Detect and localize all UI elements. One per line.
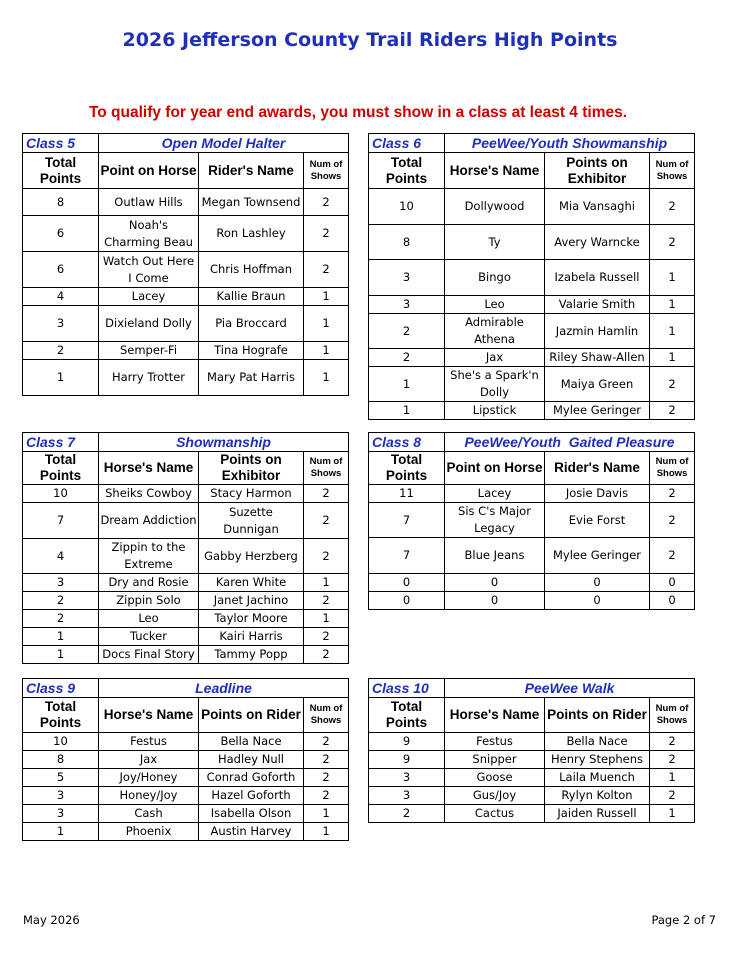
table-row xyxy=(23,805,349,823)
footer-page-number: Page 2 of 7 xyxy=(651,913,716,927)
num-shows-cell: 2 xyxy=(304,646,349,664)
total-points-cell: 3 xyxy=(369,769,445,787)
table-row xyxy=(369,787,695,805)
column-header: Num of Shows xyxy=(304,698,349,733)
total-points-cell: 1 xyxy=(23,628,99,646)
num-shows-cell: 1 xyxy=(304,360,349,396)
table-row xyxy=(369,733,695,751)
num-shows-cell: 0 xyxy=(650,592,695,610)
horse-name-cell: Festus xyxy=(99,733,199,751)
table-row xyxy=(23,574,349,592)
total-points-cell: 1 xyxy=(23,360,99,396)
num-shows-cell: 2 xyxy=(650,225,695,260)
rider-name-cell: Mary Pat Harris xyxy=(199,360,304,396)
class-name: Leadline xyxy=(99,679,349,698)
rider-name-cell: Mylee Geringer xyxy=(545,538,650,574)
num-shows-cell: 1 xyxy=(650,296,695,314)
horse-name-cell: Noah's Charming Beau xyxy=(99,216,199,252)
table-row xyxy=(23,769,349,787)
class-name: PeeWee/Youth Showmanship xyxy=(445,134,695,153)
table-row xyxy=(369,314,695,349)
class-header-row xyxy=(369,433,695,452)
table-row xyxy=(23,503,349,539)
table-row xyxy=(369,805,695,823)
column-header: Total Points xyxy=(23,698,99,733)
horse-name-cell: Joy/Honey xyxy=(99,769,199,787)
table-row xyxy=(369,296,695,314)
table-row xyxy=(23,189,349,216)
num-shows-cell: 2 xyxy=(650,787,695,805)
total-points-cell: 4 xyxy=(23,539,99,574)
horse-name-cell: Dream Addiction xyxy=(99,503,199,539)
horse-name-cell: Festus xyxy=(445,733,545,751)
rider-name-cell: Jaiden Russell xyxy=(545,805,650,823)
rider-name-cell: Stacy Harmon xyxy=(199,485,304,503)
rider-name-cell: Taylor Moore xyxy=(199,610,304,628)
column-header: Num of Shows xyxy=(650,452,695,485)
column-header: Rider's Name xyxy=(199,153,304,189)
column-header: Points on Exhibitor xyxy=(199,452,304,485)
column-header: Point on Horse xyxy=(99,153,199,189)
total-points-cell: 3 xyxy=(23,787,99,805)
class-name: Showmanship xyxy=(99,433,349,452)
table-row xyxy=(23,787,349,805)
total-points-cell: 1 xyxy=(23,646,99,664)
num-shows-cell: 2 xyxy=(304,751,349,769)
class-header-row xyxy=(23,433,349,452)
column-header: Num of Shows xyxy=(650,698,695,733)
rider-name-cell: Maiya Green xyxy=(545,367,650,402)
num-shows-cell: 1 xyxy=(650,349,695,367)
table-row xyxy=(369,485,695,503)
total-points-cell: 2 xyxy=(23,610,99,628)
total-points-cell: 3 xyxy=(23,574,99,592)
rider-name-cell: Izabela Russell xyxy=(545,260,650,296)
rider-name-cell: 0 xyxy=(545,592,650,610)
column-header: Points on Rider xyxy=(545,698,650,733)
horse-name-cell: Bingo xyxy=(445,260,545,296)
rider-name-cell: Mylee Geringer xyxy=(545,402,650,420)
total-points-cell: 7 xyxy=(369,503,445,538)
rider-name-cell: Riley Shaw-Allen xyxy=(545,349,650,367)
horse-name-cell: Jax xyxy=(445,349,545,367)
rider-name-cell: Bella Nace xyxy=(545,733,650,751)
rider-name-cell: Hazel Goforth xyxy=(199,787,304,805)
class-name: PeeWee/Youth Gaited Pleasure xyxy=(445,433,695,452)
column-header: Total Points xyxy=(369,153,445,189)
total-points-cell: 0 xyxy=(369,574,445,592)
column-header-row xyxy=(23,452,349,485)
class-table-class-5 xyxy=(22,133,349,396)
rider-name-cell: Gabby Herzberg xyxy=(199,539,304,574)
horse-name-cell: Snipper xyxy=(445,751,545,769)
rider-name-cell: Valarie Smith xyxy=(545,296,650,314)
total-points-cell: 3 xyxy=(23,805,99,823)
class-number: Class 8 xyxy=(369,433,445,452)
num-shows-cell: 2 xyxy=(304,216,349,252)
horse-name-cell: Gus/Joy xyxy=(445,787,545,805)
horse-name-cell: Cactus xyxy=(445,805,545,823)
rider-name-cell: Conrad Goforth xyxy=(199,769,304,787)
column-header: Horse's Name xyxy=(445,698,545,733)
table-row xyxy=(23,592,349,610)
rider-name-cell: Mia Vansaghi xyxy=(545,189,650,225)
class-header-row xyxy=(23,679,349,698)
total-points-cell: 10 xyxy=(23,733,99,751)
rider-name-cell: Avery Warncke xyxy=(545,225,650,260)
class-table-class-8 xyxy=(368,432,695,610)
footer-date: May 2026 xyxy=(23,913,80,927)
num-shows-cell: 2 xyxy=(650,538,695,574)
total-points-cell: 3 xyxy=(369,787,445,805)
total-points-cell: 6 xyxy=(23,252,99,288)
class-number: Class 10 xyxy=(369,679,445,698)
horse-name-cell: Goose xyxy=(445,769,545,787)
rider-name-cell: Megan Townsend xyxy=(199,189,304,216)
rider-name-cell: Tammy Popp xyxy=(199,646,304,664)
qualification-notice: To qualify for year end awards, you must show in a class at least 4 times. xyxy=(88,104,628,121)
class-table-class-6 xyxy=(368,133,695,420)
total-points-cell: 3 xyxy=(369,260,445,296)
horse-name-cell: Blue Jeans xyxy=(445,538,545,574)
rider-name-cell: Chris Hoffman xyxy=(199,252,304,288)
horse-name-cell: Semper-Fi xyxy=(99,342,199,360)
num-shows-cell: 1 xyxy=(650,805,695,823)
num-shows-cell: 2 xyxy=(650,751,695,769)
num-shows-cell: 2 xyxy=(304,539,349,574)
total-points-cell: 3 xyxy=(23,306,99,342)
column-header: Total Points xyxy=(369,452,445,485)
rider-name-cell: Jazmin Hamlin xyxy=(545,314,650,349)
num-shows-cell: 2 xyxy=(304,733,349,751)
page-title: 2026 Jefferson County Trail Riders High Points xyxy=(122,29,618,51)
table-row xyxy=(369,225,695,260)
horse-name-cell: Ty xyxy=(445,225,545,260)
table-row xyxy=(23,628,349,646)
total-points-cell: 2 xyxy=(23,342,99,360)
num-shows-cell: 2 xyxy=(304,485,349,503)
horse-name-cell: Lipstick xyxy=(445,402,545,420)
table-row xyxy=(23,539,349,574)
table-row xyxy=(369,189,695,225)
rider-name-cell: Isabella Olson xyxy=(199,805,304,823)
table-row xyxy=(23,733,349,751)
class-number: Class 9 xyxy=(23,679,99,698)
column-header: Num of Shows xyxy=(304,452,349,485)
class-name: PeeWee Walk xyxy=(445,679,695,698)
horse-name-cell: She's a Spark'n Dolly xyxy=(445,367,545,402)
class-table-class-10 xyxy=(368,678,695,823)
table-row xyxy=(369,574,695,592)
rider-name-cell: 0 xyxy=(545,574,650,592)
horse-name-cell: Jax xyxy=(99,751,199,769)
table-row xyxy=(23,342,349,360)
rider-name-cell: Karen White xyxy=(199,574,304,592)
rider-name-cell: Austin Harvey xyxy=(199,823,304,841)
table-row xyxy=(369,260,695,296)
rider-name-cell: Kallie Braun xyxy=(199,288,304,306)
column-header: Points on Rider xyxy=(199,698,304,733)
column-header-row xyxy=(23,153,349,189)
num-shows-cell: 1 xyxy=(304,288,349,306)
num-shows-cell: 2 xyxy=(650,402,695,420)
table-row xyxy=(23,610,349,628)
horse-name-cell: Tucker xyxy=(99,628,199,646)
horse-name-cell: 0 xyxy=(445,592,545,610)
table-row xyxy=(23,252,349,288)
column-header: Num of Shows xyxy=(304,153,349,189)
total-points-cell: 10 xyxy=(23,485,99,503)
horse-name-cell: Phoenix xyxy=(99,823,199,841)
rider-name-cell: Suzette Dunnigan xyxy=(199,503,304,539)
num-shows-cell: 1 xyxy=(304,823,349,841)
num-shows-cell: 2 xyxy=(650,485,695,503)
horse-name-cell: Sheiks Cowboy xyxy=(99,485,199,503)
horse-name-cell: Honey/Joy xyxy=(99,787,199,805)
horse-name-cell: Dixieland Dolly xyxy=(99,306,199,342)
column-header-row xyxy=(23,698,349,733)
total-points-cell: 7 xyxy=(23,503,99,539)
horse-name-cell: Docs Final Story xyxy=(99,646,199,664)
rider-name-cell: Josie Davis xyxy=(545,485,650,503)
horse-name-cell: Outlaw Hills xyxy=(99,189,199,216)
horse-name-cell: Watch Out Here I Come xyxy=(99,252,199,288)
table-row xyxy=(369,769,695,787)
num-shows-cell: 2 xyxy=(304,503,349,539)
column-header: Points on Exhibitor xyxy=(545,153,650,189)
rider-name-cell: Janet Jachino xyxy=(199,592,304,610)
column-header: Total Points xyxy=(369,698,445,733)
rider-name-cell: Bella Nace xyxy=(199,733,304,751)
num-shows-cell: 2 xyxy=(304,628,349,646)
column-header-row xyxy=(369,452,695,485)
num-shows-cell: 1 xyxy=(304,306,349,342)
class-header-row xyxy=(369,679,695,698)
total-points-cell: 5 xyxy=(23,769,99,787)
table-row xyxy=(23,288,349,306)
num-shows-cell: 2 xyxy=(304,189,349,216)
horse-name-cell: Leo xyxy=(99,610,199,628)
total-points-cell: 4 xyxy=(23,288,99,306)
column-header: Rider's Name xyxy=(545,452,650,485)
num-shows-cell: 2 xyxy=(650,733,695,751)
class-table-class-9 xyxy=(22,678,349,841)
total-points-cell: 2 xyxy=(369,349,445,367)
table-row xyxy=(23,485,349,503)
num-shows-cell: 2 xyxy=(304,252,349,288)
horse-name-cell: Dry and Rosie xyxy=(99,574,199,592)
column-header: Total Points xyxy=(23,452,99,485)
table-row xyxy=(369,503,695,538)
total-points-cell: 11 xyxy=(369,485,445,503)
table-row xyxy=(369,751,695,769)
table-row xyxy=(23,646,349,664)
total-points-cell: 10 xyxy=(369,189,445,225)
table-row xyxy=(23,360,349,396)
table-row xyxy=(369,349,695,367)
class-number: Class 6 xyxy=(369,134,445,153)
table-row xyxy=(23,216,349,252)
class-table-class-7 xyxy=(22,432,349,664)
total-points-cell: 1 xyxy=(369,402,445,420)
num-shows-cell: 1 xyxy=(304,342,349,360)
rider-name-cell: Ron Lashley xyxy=(199,216,304,252)
column-header: Horse's Name xyxy=(99,452,199,485)
class-number: Class 7 xyxy=(23,433,99,452)
class-header-row xyxy=(23,134,349,153)
total-points-cell: 8 xyxy=(369,225,445,260)
column-header: Point on Horse xyxy=(445,452,545,485)
horse-name-cell: 0 xyxy=(445,574,545,592)
total-points-cell: 8 xyxy=(23,751,99,769)
column-header: Horse's Name xyxy=(445,153,545,189)
horse-name-cell: Leo xyxy=(445,296,545,314)
horse-name-cell: Lacey xyxy=(99,288,199,306)
total-points-cell: 2 xyxy=(369,805,445,823)
total-points-cell: 6 xyxy=(23,216,99,252)
rider-name-cell: Pia Broccard xyxy=(199,306,304,342)
table-row xyxy=(23,823,349,841)
total-points-cell: 2 xyxy=(369,314,445,349)
num-shows-cell: 2 xyxy=(304,787,349,805)
table-row xyxy=(23,306,349,342)
num-shows-cell: 1 xyxy=(304,574,349,592)
num-shows-cell: 1 xyxy=(650,260,695,296)
num-shows-cell: 1 xyxy=(650,769,695,787)
num-shows-cell: 0 xyxy=(650,574,695,592)
horse-name-cell: Harry Trotter xyxy=(99,360,199,396)
total-points-cell: 7 xyxy=(369,538,445,574)
rider-name-cell: Evie Forst xyxy=(545,503,650,538)
table-row xyxy=(369,538,695,574)
horse-name-cell: Cash xyxy=(99,805,199,823)
column-header: Num of Shows xyxy=(650,153,695,189)
table-row xyxy=(23,751,349,769)
num-shows-cell: 2 xyxy=(304,592,349,610)
rider-name-cell: Laila Muench xyxy=(545,769,650,787)
num-shows-cell: 2 xyxy=(650,503,695,538)
total-points-cell: 8 xyxy=(23,189,99,216)
class-number: Class 5 xyxy=(23,134,99,153)
num-shows-cell: 2 xyxy=(650,367,695,402)
horse-name-cell: Lacey xyxy=(445,485,545,503)
horse-name-cell: Dollywood xyxy=(445,189,545,225)
num-shows-cell: 1 xyxy=(304,805,349,823)
table-row xyxy=(369,592,695,610)
rider-name-cell: Tina Hografe xyxy=(199,342,304,360)
num-shows-cell: 1 xyxy=(304,610,349,628)
rider-name-cell: Hadley Null xyxy=(199,751,304,769)
horse-name-cell: Admirable Athena xyxy=(445,314,545,349)
total-points-cell: 9 xyxy=(369,751,445,769)
rider-name-cell: Kairi Harris xyxy=(199,628,304,646)
num-shows-cell: 2 xyxy=(304,769,349,787)
num-shows-cell: 1 xyxy=(650,314,695,349)
total-points-cell: 0 xyxy=(369,592,445,610)
column-header: Total Points xyxy=(23,153,99,189)
class-name: Open Model Halter xyxy=(99,134,349,153)
rider-name-cell: Henry Stephens xyxy=(545,751,650,769)
total-points-cell: 1 xyxy=(369,367,445,402)
total-points-cell: 2 xyxy=(23,592,99,610)
class-header-row xyxy=(369,134,695,153)
column-header-row xyxy=(369,698,695,733)
total-points-cell: 3 xyxy=(369,296,445,314)
column-header: Horse's Name xyxy=(99,698,199,733)
num-shows-cell: 2 xyxy=(650,189,695,225)
horse-name-cell: Zippin Solo xyxy=(99,592,199,610)
rider-name-cell: Rylyn Kolton xyxy=(545,787,650,805)
column-header-row xyxy=(369,153,695,189)
table-row xyxy=(369,367,695,402)
total-points-cell: 9 xyxy=(369,733,445,751)
horse-name-cell: Sis C's Major Legacy xyxy=(445,503,545,538)
horse-name-cell: Zippin to the Extreme xyxy=(99,539,199,574)
total-points-cell: 1 xyxy=(23,823,99,841)
table-row xyxy=(369,402,695,420)
